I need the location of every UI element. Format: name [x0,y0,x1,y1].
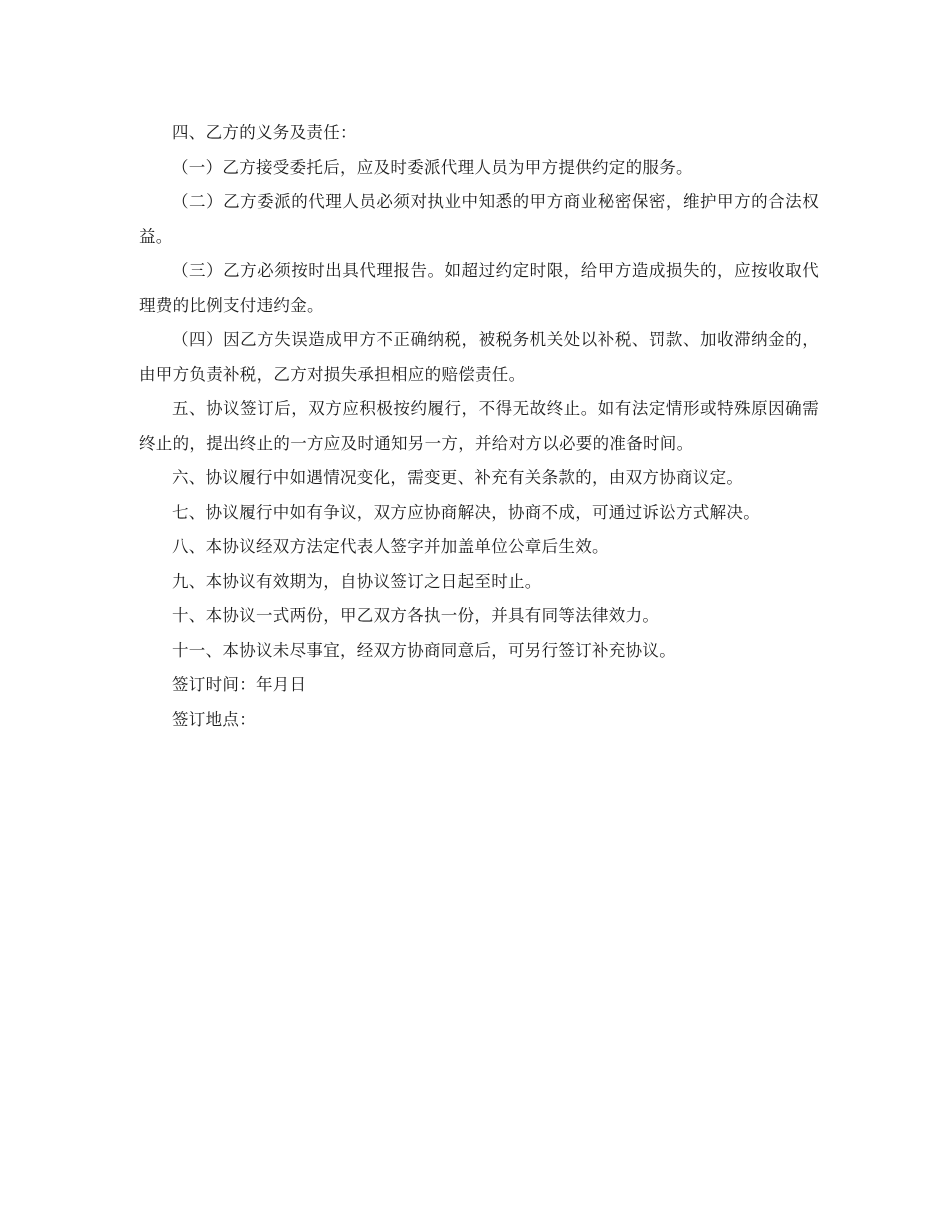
clause-4-item-2: （二）乙方委派的代理人员必须对执业中知悉的甲方商业秘密保密，维护甲方的合法权益。 [139,192,819,246]
clause-4-heading: 四、乙方的义务及责任： [172,123,357,142]
clause-10: 十、本协议一式两份，甲乙双方各执一份，并具有同等法律效力。 [172,606,660,625]
clause-4-item-3: （三）乙方必须按时出具代理报告。如超过约定时限，给甲方造成损失的，应按收取代理费的比例支付违约金。 [139,261,819,315]
clause-4-item-1: （一）乙方接受委托后，应及时委派代理人员为甲方提供约定的服务。 [172,157,693,177]
clause-4-item-4: （四）因乙方失误造成甲方不正确纳税，被税务机关处以补税、罚款、加收滞纳金的，由甲方负责补税，乙方对损失承担相应的赔偿责任。 [139,330,819,384]
document-body [139,116,819,737]
clause-11: 十一、本协议未尽事宜，经双方协商同意后，可另行签订补充协议。 [172,640,676,660]
clause-6: 六、协议履行中如遇情况变化，需变更、补充有关条款的，由双方协商议定。 [172,468,744,487]
clause-7: 七、协议履行中如有争议，双方应协商解决，协商不成，可通过诉讼方式解决。 [172,502,760,522]
signing-location: 签订地点： [172,709,256,729]
clause-5: 五、协议签订后，双方应积极按约履行，不得无故终止。如有法定情形或特殊原因确需终止的，提出终止的一方应及时通知另一方，并给对方以必要的准备时间。 [139,399,819,453]
signing-date: 签订时间：年月日 [172,675,307,694]
clause-8: 八、本协议经双方法定代表人签字并加盖单位公章后生效。 [172,537,609,556]
clause-9: 九、本协议有效期为，自协议签订之日起至时止。 [172,571,542,591]
